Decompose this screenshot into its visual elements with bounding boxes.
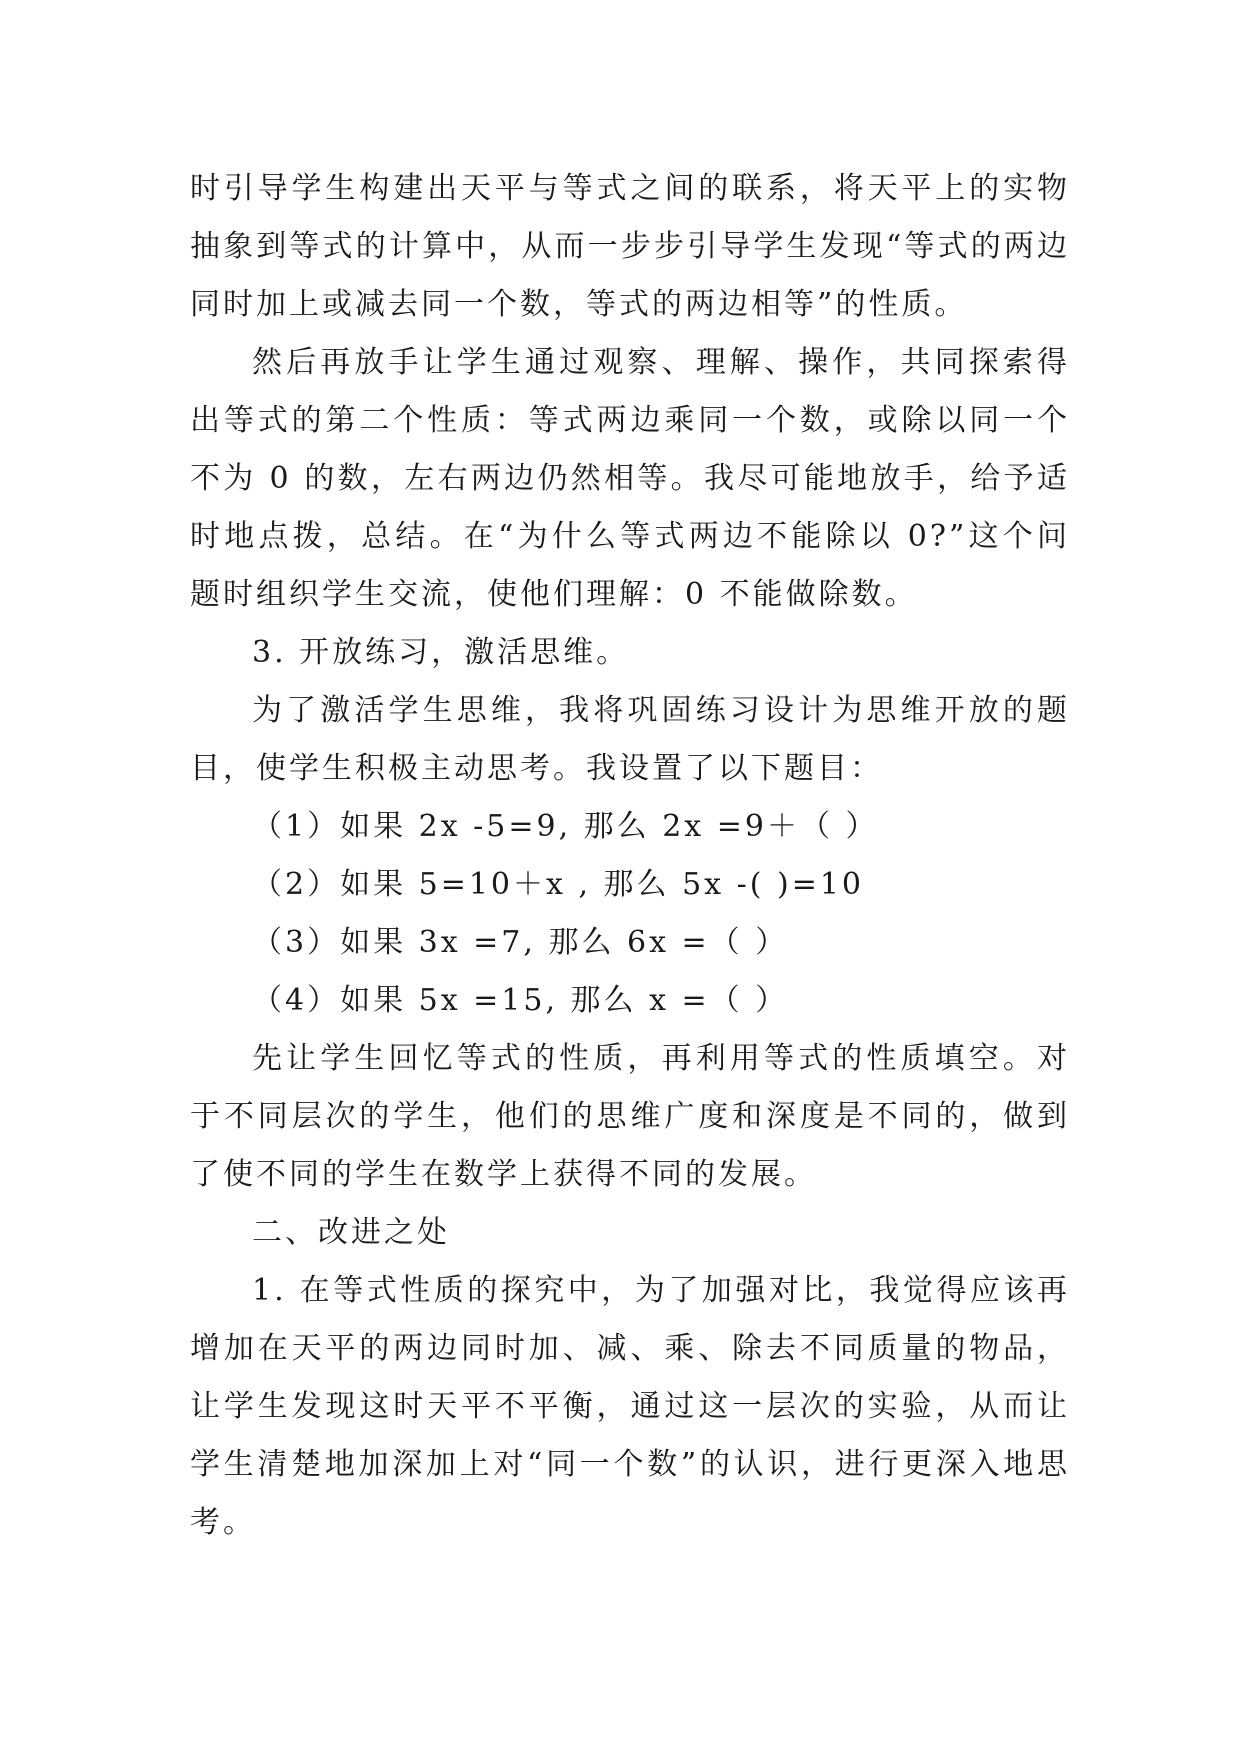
paragraph-improvement-1: 1. 在等式性质的探究中，为了加强对比，我觉得应该再增加在天平的两边同时加、减、乘、除去不同质量的物品，让学生发现这时天平不平衡，通过这一层次的实验，从而让学生清楚地加深加上对“同一个数”的认识，进行更深入地思考。	[190, 1273, 1070, 1540]
section-heading-open-practice: 3. 开放练习，激活思维。	[252, 635, 630, 670]
section-heading-improvements: 二、改进之处	[252, 1215, 450, 1250]
exercise-item-4: （4）如果 5x =15, 那么 x =（ ）	[252, 983, 789, 1018]
exercise-item-3: （3）如果 3x =7, 那么 6x =（ ）	[252, 925, 789, 960]
exercise-item-2: （2）如果 5=10＋x , 那么 5x -( )=10	[252, 867, 865, 902]
paragraph-continuation: 时引导学生构建出天平与等式之间的联系，将天平上的实物抽象到等式的计算中，从而一步步引导学生发现“等式的两边同时加上或减去同一个数，等式的两边相等”的性质。	[190, 171, 1070, 322]
paragraph-recall-properties: 先让学生回忆等式的性质，再利用等式的性质填空。对于不同层次的学生，他们的思维广度和深度是不同的，做到了使不同的学生在数学上获得不同的发展。	[190, 1041, 1070, 1192]
paragraph-practice-intro: 为了激活学生思维，我将巩固练习设计为思维开放的题目，使学生积极主动思考。我设置了以下题目：	[190, 693, 1070, 786]
document-body	[190, 160, 1070, 1552]
exercise-item-1: （1）如果 2x -5=9, 那么 2x =9＋（ ）	[252, 809, 879, 844]
paragraph-second-property: 然后再放手让学生通过观察、理解、操作，共同探索得出等式的第二个性质：等式两边乘同一个数，或除以同一个不为 0 的数，左右两边仍然相等。我尽可能地放手，给予适时地点拨，总结。在“为什么等式两边不能除以 0?”这个问题时组织学生交流，使他们理解：0 不能做除数。	[190, 345, 1070, 612]
